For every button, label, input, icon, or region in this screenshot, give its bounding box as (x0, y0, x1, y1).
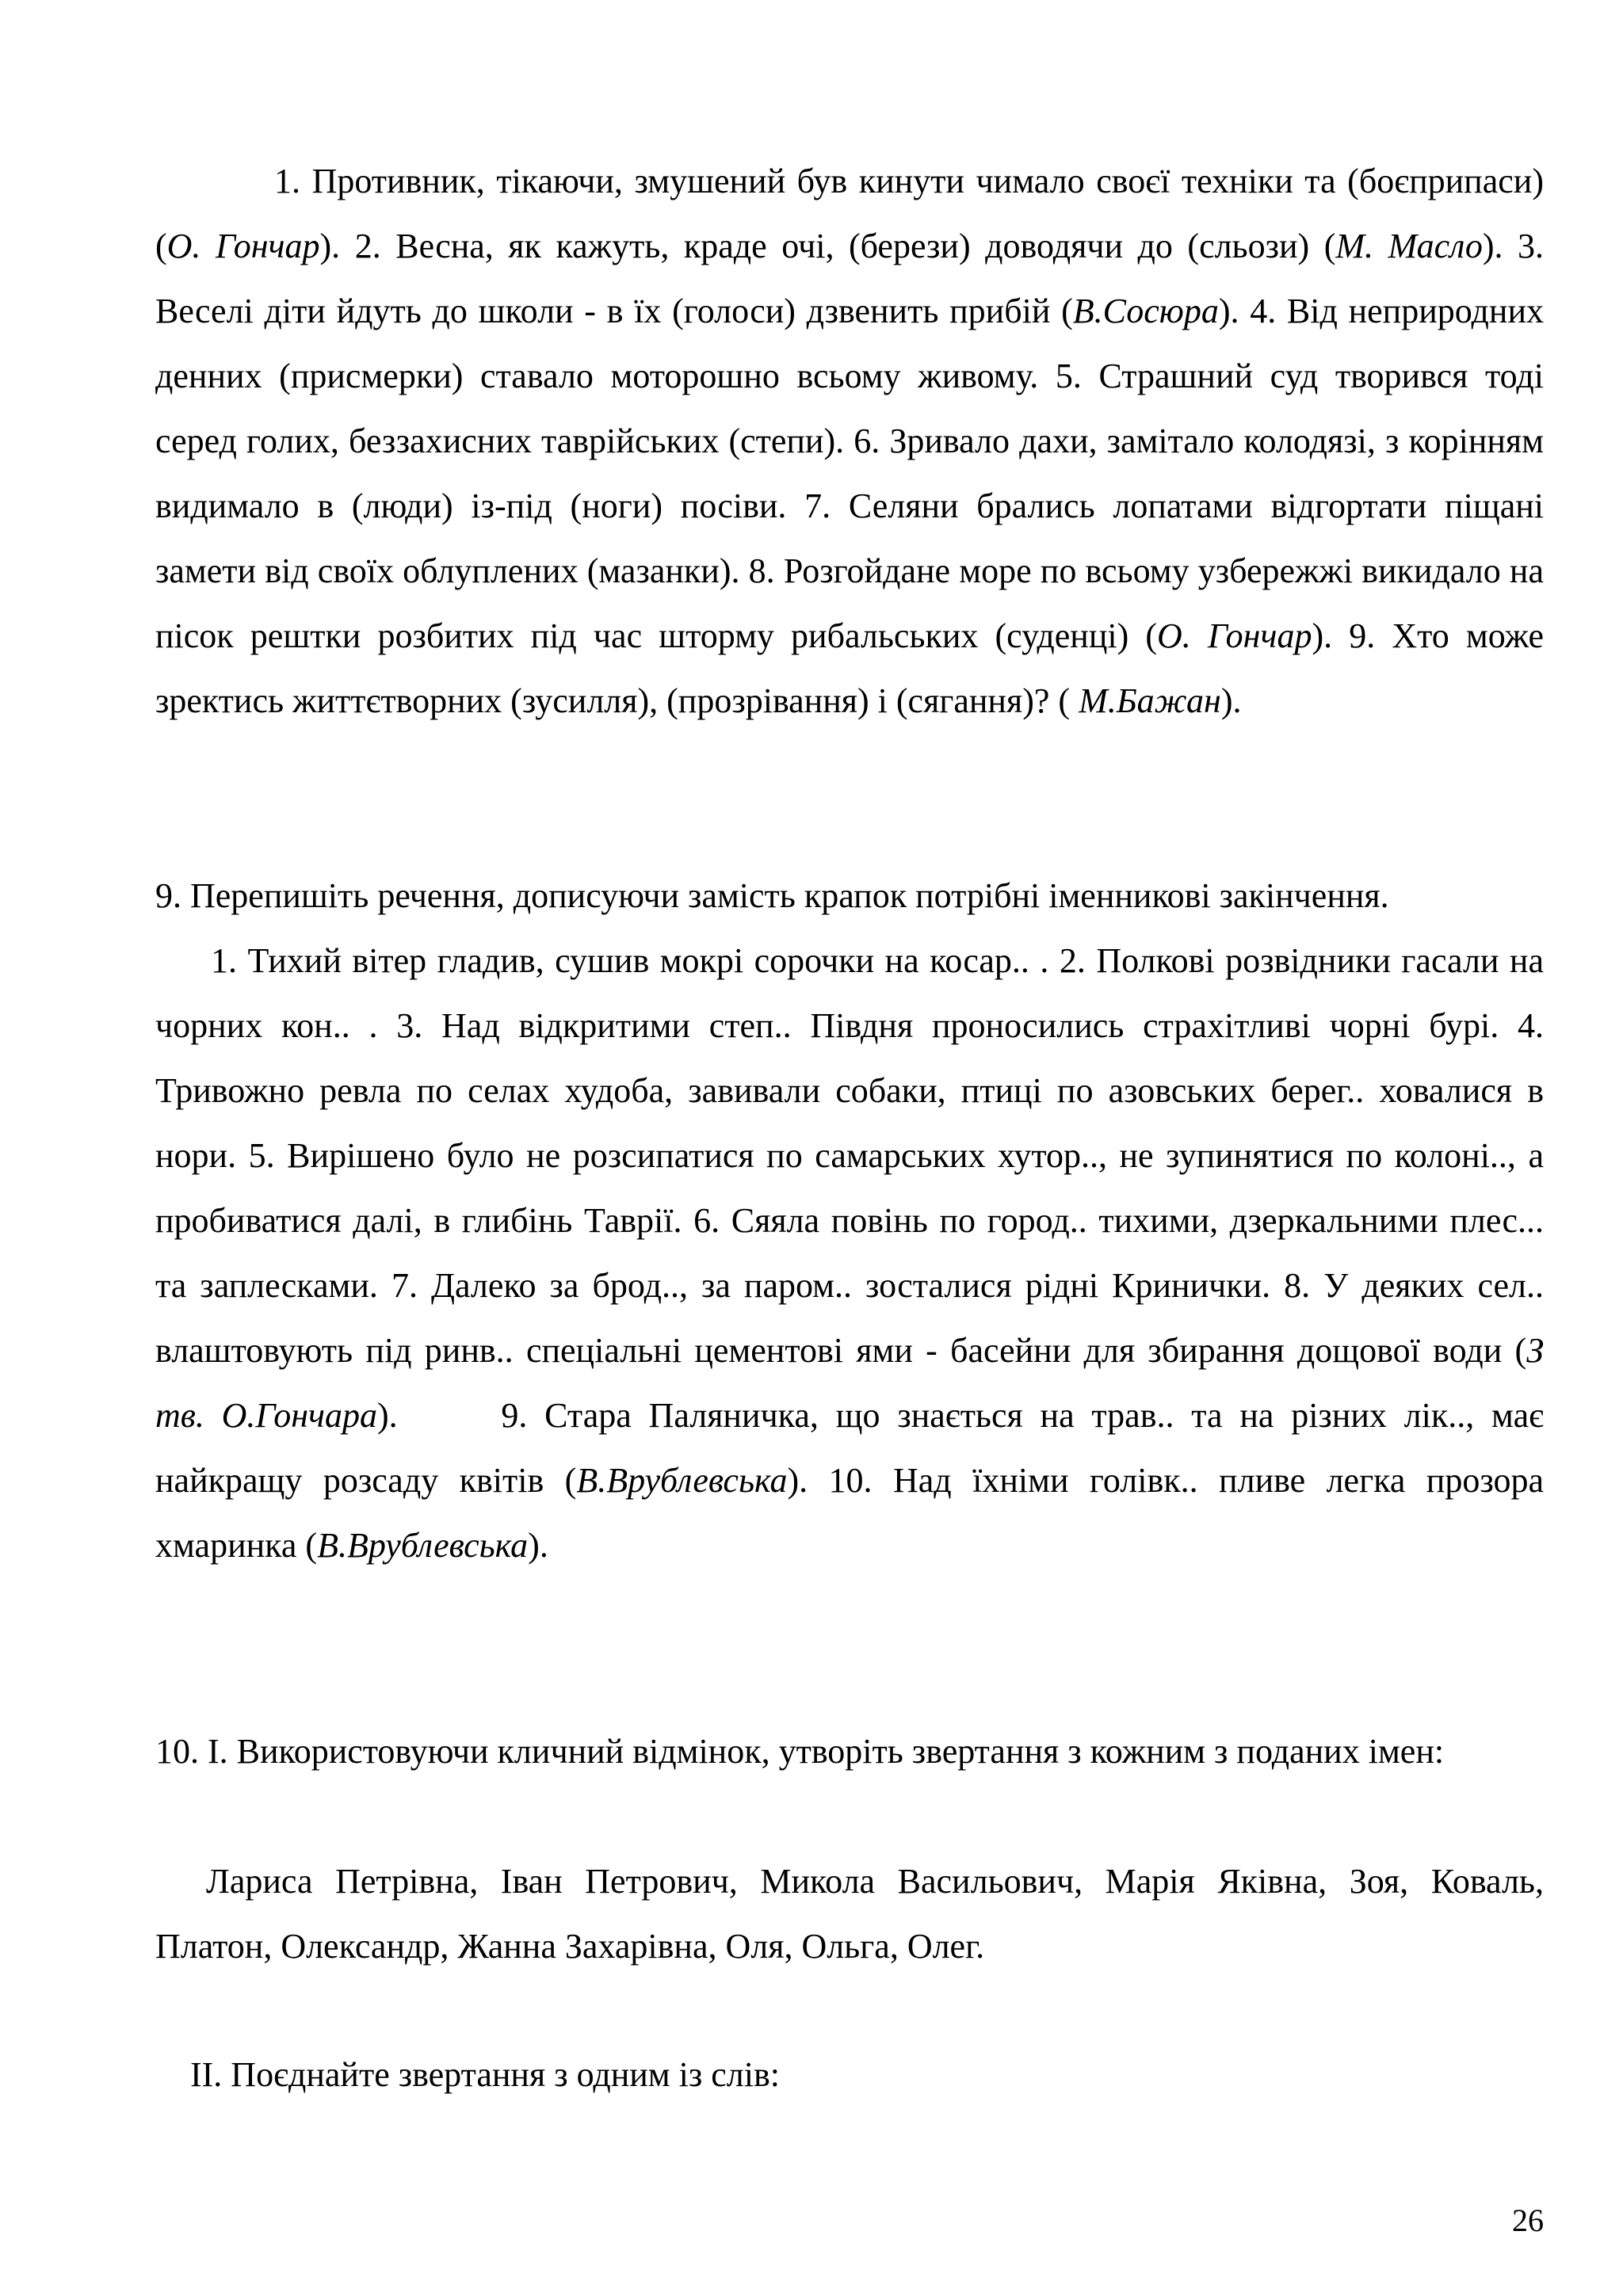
author-citation: М.Бажан (1079, 681, 1221, 720)
text-run: ). 9. Хто може зректись життєтворних (зусилля), (прозрівання) і (сягання)? ( (155, 616, 1544, 720)
author-citation: О. Гончар (166, 227, 320, 265)
exercise-10-names-list: Лариса Петрівна, Іван Петрович, Микола Васильович, Марія Яківна, Зоя, Коваль, Платон, Олександр, Жанна Захарівна, Оля, Ольга, Олег. (155, 1862, 1544, 1966)
author-citation: О. Гончар (1157, 616, 1312, 655)
exercise-8-text (155, 149, 1544, 734)
page-number: 26 (1512, 2203, 1544, 2238)
exercise-9-heading: 9. Перепишіть речення, дописуючи замість крапок потрібні іменникові закінчення. (155, 876, 1389, 915)
exercise-10-heading: 10. І. Використовуючи кличний відмінок, утворіть звертання з кожним з поданих імен: (155, 1732, 1445, 1771)
text-run: ). 2. Весна, як кажуть, краде очі, (берези) доводячи до (сльози) ( (319, 227, 1336, 265)
author-citation: М. Масло (1335, 227, 1483, 265)
text-run: 1. Тихий вітер гладив, сушив мокрі сорочки на косар.. . 2. Полкові розвідники гасали на чорних кон.. . 3. Над відкритими степ.. Півдня проносились страхітливі чорні бурі. 4. Тривожно ревла по селах худоба, завивали собаки, птиці по азовських берег.. ховалися в нори. 5. Вирішено було не розсипатися по самарських хутор.., не зупинятися по колоні.., а пробиватися далі, в глибінь Таврії. 6. Сяяла повінь по город.. тихими, дзеркальними плес... та заплесками. 7. Далеко за брод.., за паром.. зосталися рідні Кринички. 8. У деяких сел.. влаштовують під ринв.. спеціальні цементові ями - басейни для збирання дощової води ( (155, 941, 1544, 1370)
text-run: 1. Противник, тікаючи, змушений був кинути чимало своєї техніки та (боєприпаси) ( (155, 162, 1544, 265)
text-run: ). 3. Веселі діти йдуть до школи - в їх (голоси) дзвенить прибій ( (155, 227, 1544, 330)
text-run: ). (528, 1526, 548, 1565)
text-run: ). 9. Стара Паляничка, що знається на трав.. та на різних лік.., має найкращу розсаду квітів ( (155, 1396, 1552, 1500)
text-run: ). 10. Над їхніми голівк.. пливе легка прозора хмаринка ( (155, 1461, 1544, 1565)
author-citation: В.Врублевська (317, 1526, 529, 1565)
author-citation: З тв. О.Гончара (155, 1331, 1544, 1435)
author-citation: В.Сосюра (1072, 292, 1219, 330)
text-run: ). 4. Від неприродних денних (присмерки) ставало моторошно всьому живому. 5. Страшний суд творився тоді серед голих, беззахисних таврійських (степи). 6. Зривало дахи, замітало колодязі, з корінням видимало в (люди) із-під (ноги) посіви. 7. Селяни брались лопатами відгортати піщані замети від своїх облуплених (мазанки). 8. Розгойдане море по всьому узбережжі викидало на пісок рештки розбитих під час шторму рибальських (суденці) ( (155, 292, 1544, 655)
exercise-9-text (155, 929, 1552, 1578)
exercise-10-part-2: ІІ. Поєднайте звертання з одним із слів: (190, 2055, 780, 2094)
text-run: ). (1220, 681, 1242, 720)
author-citation: В.Врублевська (576, 1461, 788, 1500)
